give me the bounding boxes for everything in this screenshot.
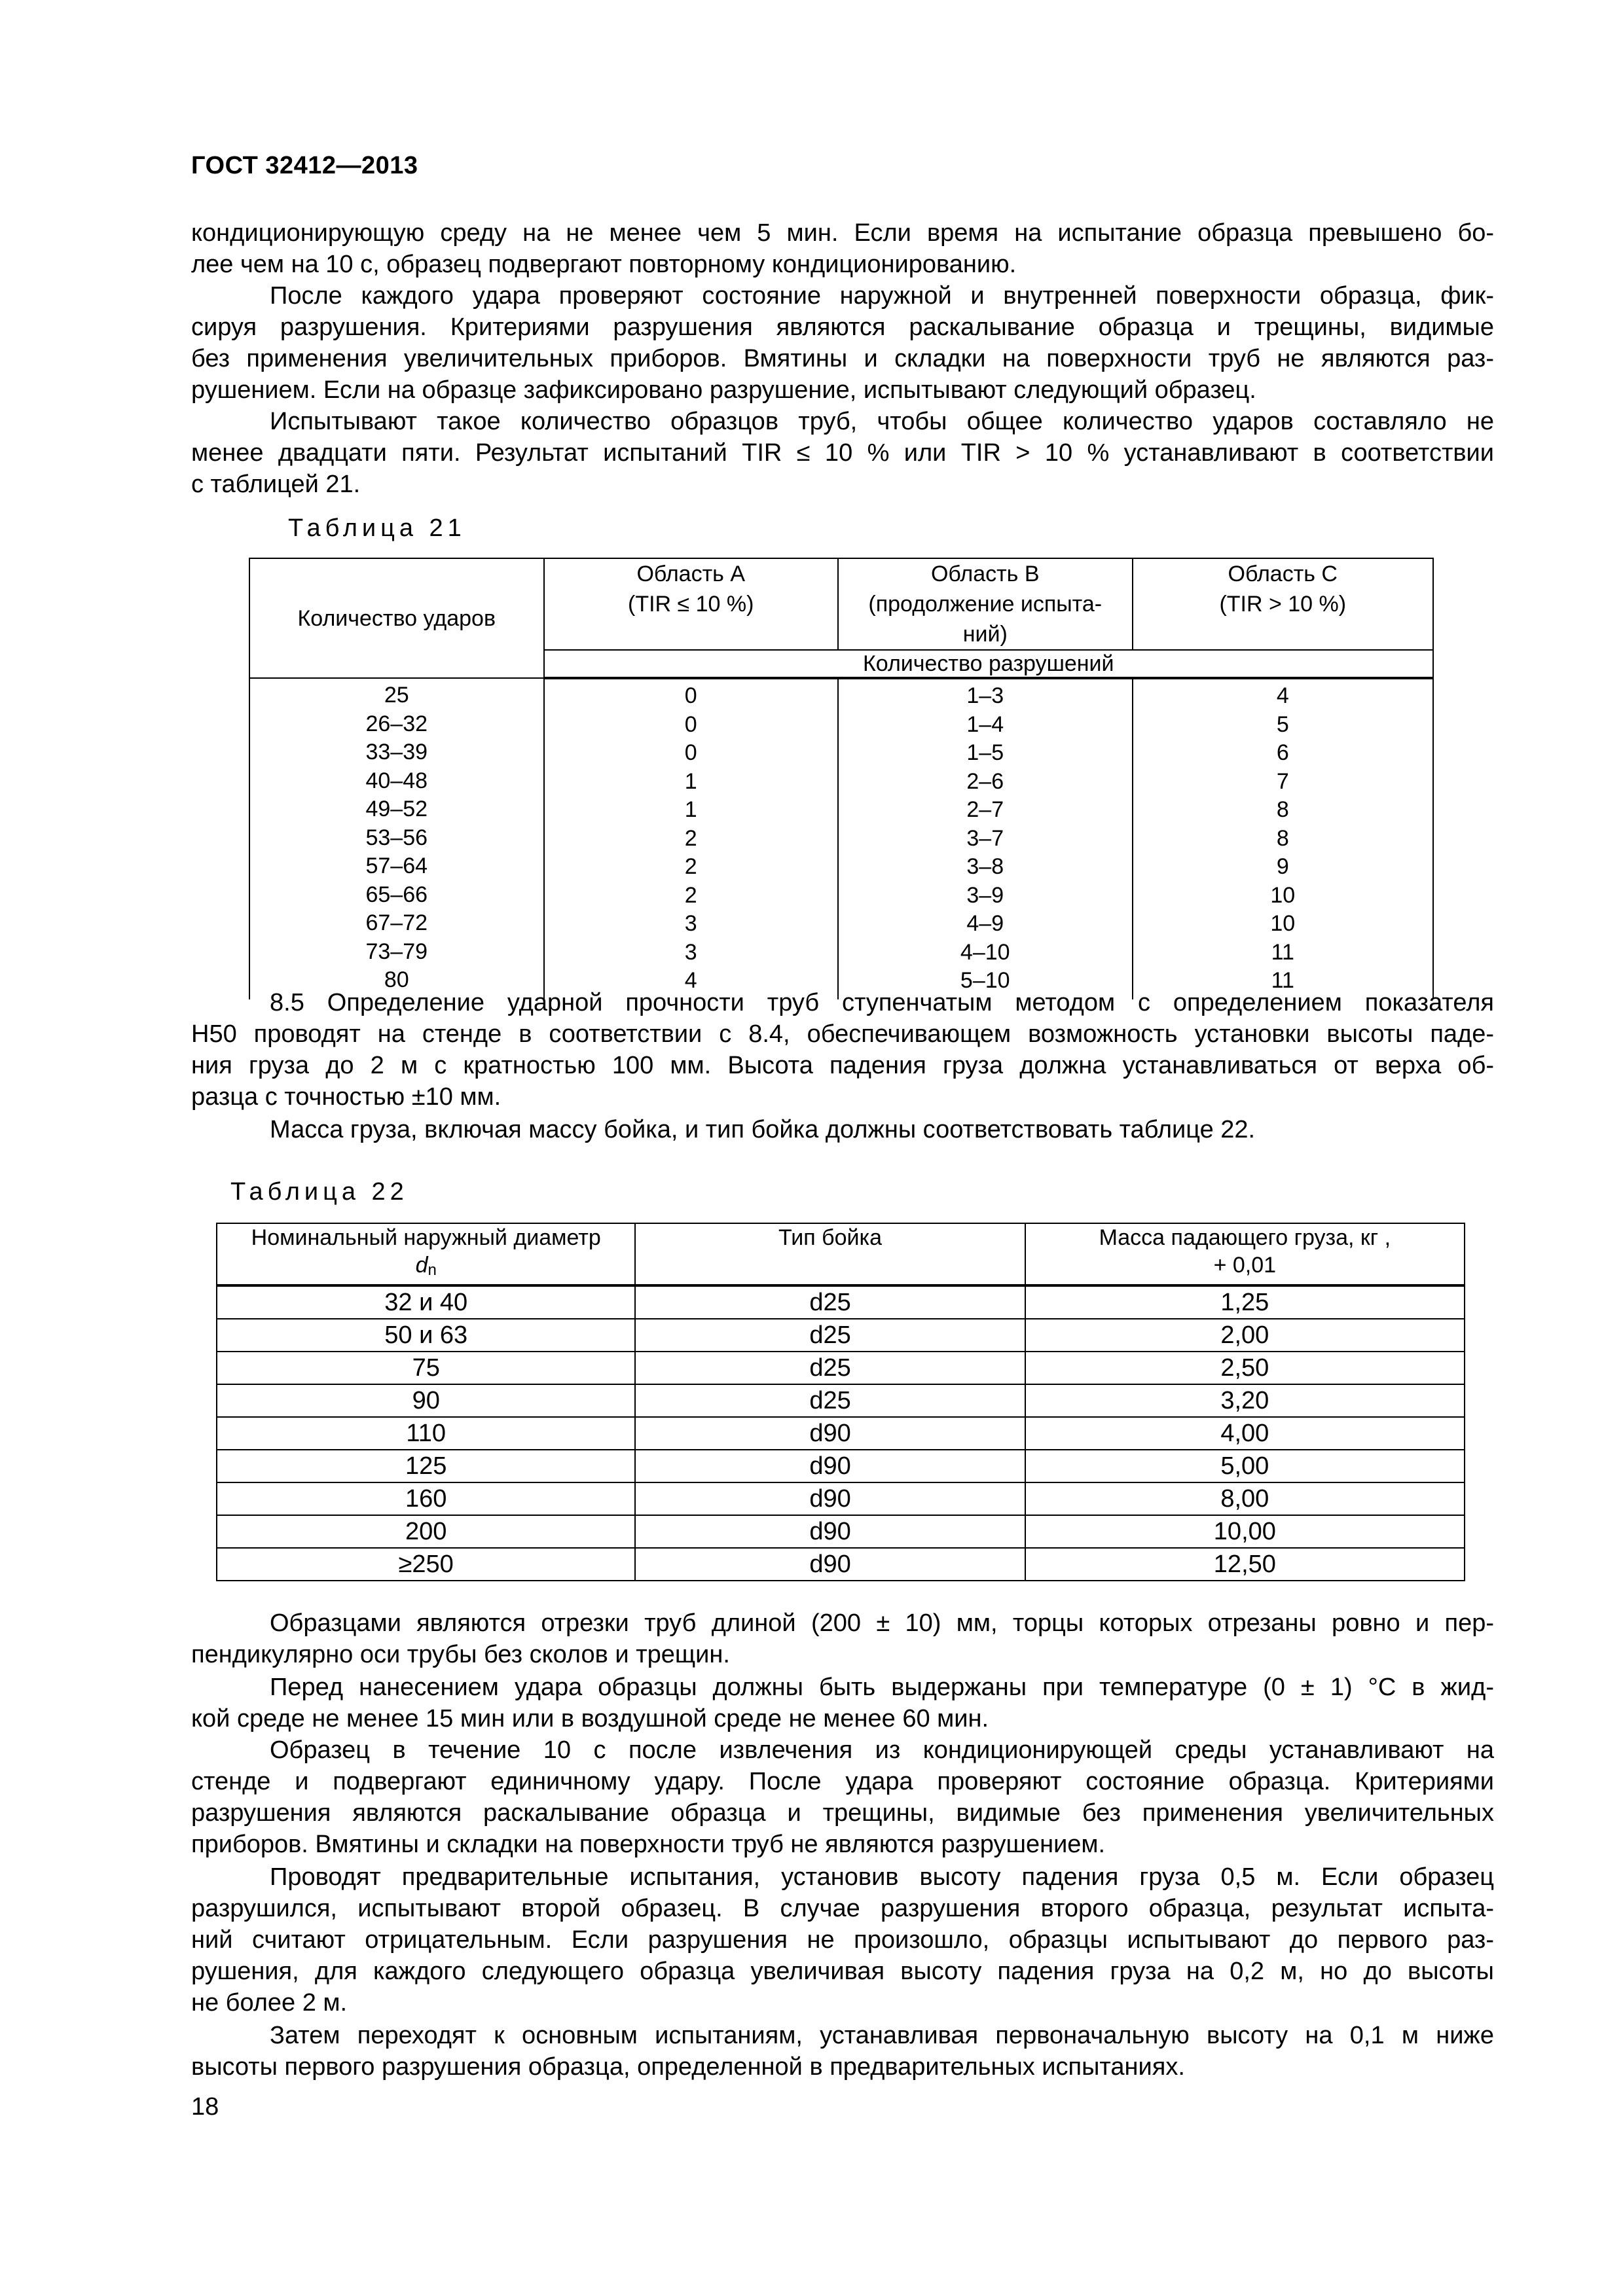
impacts-column: [249, 678, 544, 999]
table-cell: 25: [384, 683, 409, 708]
page-number: 18: [191, 2093, 219, 2121]
table-cell: 1–4: [966, 711, 1004, 737]
text-line: приборов. Вмятины и складки на поверхности труб не являются разрушением.: [191, 1831, 1106, 1858]
text-line: рушением. Если на образце зафиксировано разрушение, испытывают следующий образец.: [191, 376, 1256, 404]
column-header: [1133, 558, 1433, 650]
table-cell: 10: [1270, 882, 1296, 908]
text-line: H50 проводят на стенде в соответствии с 8.4, обеспечивающем возможность установки высоты паде-: [191, 1020, 1494, 1048]
table-header-row: [217, 1223, 1465, 1285]
table-row: [217, 1450, 1465, 1482]
table-cell: d25: [635, 1352, 1025, 1384]
column-subheader: Количество разрушений: [544, 650, 1433, 678]
table-cell: 2: [684, 882, 697, 908]
text-line: не более 2 м.: [191, 1989, 348, 2017]
table-cell: 75: [217, 1352, 635, 1384]
table-row: [217, 1384, 1465, 1417]
table-cell: 8,00: [1025, 1482, 1465, 1515]
table-cell: 73–79: [365, 939, 428, 964]
table-cell: 3: [684, 911, 697, 936]
header-line: Масса падающего груза, кг ,: [1099, 1225, 1391, 1250]
table-cell: 3–9: [966, 882, 1004, 908]
table-cell: 2–6: [966, 768, 1004, 794]
table-cell: 50 и 63: [217, 1319, 635, 1352]
table-cell: 90: [217, 1384, 635, 1417]
table-cell: 3: [684, 939, 697, 965]
table-row: [217, 1285, 1465, 1319]
table-cell: 0: [684, 740, 697, 765]
table-cell: d25: [635, 1384, 1025, 1417]
table-22: [216, 1223, 1465, 1581]
paragraph: [191, 1114, 1494, 1145]
text-line: Проводят предварительные испытания, установив высоту падения груза 0,5 м. Если образец: [270, 1863, 1494, 1891]
diameter-subscript: n: [428, 1261, 437, 1279]
text-line: пендикулярно оси трубы без сколов и трещин.: [191, 1641, 730, 1668]
table-cell: 4–9: [966, 911, 1004, 936]
table-row: [217, 1417, 1465, 1450]
paragraph: [191, 217, 1494, 280]
table-21: [249, 558, 1434, 999]
table-cell: 10: [1270, 911, 1296, 936]
text-line: разца с точностью ±10 мм.: [191, 1083, 501, 1111]
table-cell: 5: [1276, 711, 1289, 737]
text-line: После каждого удара проверяют состояние наружной и внутренней поверхности образца, фик-: [270, 282, 1494, 310]
text-line: кондиционирующую среду на не менее чем 5 мин. Если время на испытание образца превышено бо-: [191, 219, 1494, 247]
table-cell: 4–10: [960, 939, 1010, 965]
text-line: Испытывают такое количество образцов труб, чтобы общее количество ударов составляло не: [270, 408, 1494, 435]
column-header-label: Количество ударов: [297, 605, 496, 631]
table-caption: Таблица 22: [230, 1178, 409, 1206]
paragraph: [191, 2020, 1494, 2083]
table-cell: d90: [635, 1482, 1025, 1515]
table-cell: 3–8: [966, 854, 1004, 879]
table-body-row: [249, 678, 1433, 999]
paragraph: [191, 987, 1494, 1113]
table-row: [217, 1515, 1465, 1548]
header-line: ний): [962, 622, 1008, 647]
text-line: Перед нанесением удара образцы должны быть выдержаны при температуре (0 ± 1) °С в жид-: [270, 1674, 1494, 1701]
header-line: Тип бойка: [778, 1225, 883, 1250]
table-row: [217, 1548, 1465, 1581]
table-cell: 200: [217, 1515, 635, 1548]
table-cell: 32 и 40: [217, 1285, 635, 1319]
table-cell: 4,00: [1025, 1417, 1465, 1450]
table-cell: 4: [684, 968, 697, 993]
header-line: (продолжение испыта-: [868, 592, 1103, 617]
header-line: Область А: [636, 562, 746, 586]
column-header: [544, 558, 838, 650]
text-line: рушения, для каждого следующего образца увеличивая высоту падения груза на 0,2 м, но до высоты: [191, 1958, 1494, 1985]
table-cell: d90: [635, 1548, 1025, 1581]
table-cell: 11: [1271, 939, 1294, 965]
table-cell: d25: [635, 1319, 1025, 1352]
table-cell: d90: [635, 1450, 1025, 1482]
table-cell: 5–10: [960, 968, 1010, 993]
table-cell: 49–52: [365, 797, 428, 821]
header-line: (TIR > 10 %): [1219, 592, 1347, 617]
text-line: высоты первого разрушения образца, определенной в предварительных испытаниях.: [191, 2053, 1185, 2081]
table-cell: ≥250: [217, 1548, 635, 1581]
table-cell: 3,20: [1025, 1384, 1465, 1417]
header-line: Область С: [1228, 562, 1338, 586]
text-line: стенде и подвергают единичному удару. После удара проверяют состояние образца. Критериями: [191, 1768, 1494, 1795]
table-cell: 12,50: [1025, 1548, 1465, 1581]
table-cell: 67–72: [365, 910, 428, 935]
table-row: [217, 1319, 1465, 1352]
text-line: Затем переходят к основным испытаниям, устанавливая первоначальную высоту на 0,1 м ниже: [270, 2022, 1494, 2049]
zone-a-column: [544, 678, 838, 999]
table-cell: 40–48: [365, 768, 428, 793]
table-cell: 0: [684, 711, 697, 737]
table-cell: 8: [1276, 797, 1289, 822]
text-line: лее чем на 10 с, образец подвергают повторному кондиционированию.: [191, 251, 1017, 278]
text-line: разрушения являются раскалывание образца и трещины, видимые без применения увеличительных: [191, 1799, 1494, 1827]
table-cell: 3–7: [966, 825, 1004, 851]
header-line: Номинальный наружный диаметр: [251, 1225, 601, 1250]
paragraph: [191, 1672, 1494, 1734]
column-header: [635, 1223, 1025, 1285]
header-line: + 0,01: [1213, 1253, 1277, 1278]
table-cell: 11: [1271, 968, 1294, 993]
text-line: кой среде не менее 15 мин или в воздушной среде не менее 60 мин.: [191, 1705, 989, 1732]
table-caption: Таблица 21: [288, 514, 466, 542]
text-line: разрушился, испытывают второй образец. В случае разрушения второго образца, результат испыта-: [191, 1895, 1494, 1922]
table-cell: 4: [1276, 683, 1289, 708]
table-row: [217, 1352, 1465, 1384]
column-header: [838, 558, 1133, 650]
table-cell: 125: [217, 1450, 635, 1482]
document-header: ГОСТ 32412—2013: [191, 152, 418, 179]
table-cell: d25: [635, 1285, 1025, 1319]
table-cell: d90: [635, 1515, 1025, 1548]
text-line: Образец в течение 10 с после извлечения из кондиционирующей среды устанавливают на: [270, 1736, 1494, 1764]
header-line: [217, 1251, 634, 1284]
table-cell: 2,00: [1025, 1319, 1465, 1352]
zone-b-column: [838, 678, 1133, 999]
table-cell: 57–64: [365, 853, 428, 878]
table-cell: 2: [684, 825, 697, 851]
table-cell: 110: [217, 1417, 635, 1450]
paragraph: [191, 1861, 1494, 2018]
text-line: Образцами являются отрезки труб длиной (200 ± 10) мм, торцы которых отрезаны ровно и пер-: [270, 1609, 1494, 1637]
table-cell: 2: [684, 854, 697, 879]
header-line: Область В: [930, 562, 1040, 586]
table-cell: d90: [635, 1417, 1025, 1450]
table-22-body: [217, 1285, 1465, 1581]
paragraph: [191, 280, 1494, 406]
table-cell: 2–7: [966, 797, 1004, 822]
column-header: [217, 1223, 635, 1285]
text-line: ний считают отрицательным. Если разрушения не произошло, образцы испытывают до первого раз-: [191, 1926, 1494, 1954]
paragraph: [191, 406, 1494, 500]
table-cell: 1: [684, 797, 697, 822]
table-cell: 9: [1276, 854, 1289, 879]
table-cell: 6: [1276, 740, 1289, 765]
text-line: с таблицей 21.: [191, 471, 361, 498]
table-cell: 7: [1276, 768, 1289, 794]
table-header-row: [249, 558, 1433, 650]
table-cell: 65–66: [365, 882, 428, 907]
text-line: ния груза до 2 м с кратностью 100 мм. Высота падения груза должна устанавливаться от верха об-: [191, 1052, 1494, 1079]
table-cell: 1,25: [1025, 1285, 1465, 1319]
text-line: без применения увеличительных приборов. Вмятины и складки на поверхности труб не являются раз-: [191, 345, 1494, 372]
paragraph: [191, 1734, 1494, 1860]
text-line: Масса груза, включая массу бойка, и тип бойка должны соответствовать таблице 22.: [270, 1116, 1256, 1143]
text-line: менее двадцати пяти. Результат испытаний TIR ≤ 10 % или TIR > 10 % устанавливают в соответствии: [191, 439, 1494, 467]
table-cell: 2,50: [1025, 1352, 1465, 1384]
table-cell: 10,00: [1025, 1515, 1465, 1548]
table-cell: 1–5: [966, 740, 1004, 765]
column-header: [1025, 1223, 1465, 1285]
column-header: [249, 558, 544, 678]
table-cell: 160: [217, 1482, 635, 1515]
text-line: 8.5 Определение ударной прочности труб ступенчатым методом с определением показателя: [270, 989, 1494, 1016]
table-row: [217, 1482, 1465, 1515]
table-cell: 26–32: [365, 711, 428, 736]
diameter-symbol: d: [415, 1253, 428, 1278]
table-cell: 33–39: [365, 740, 428, 764]
table-cell: 8: [1276, 825, 1289, 851]
table-cell: 5,00: [1025, 1450, 1465, 1482]
table-cell: 53–56: [365, 825, 428, 850]
zone-c-column: [1133, 678, 1433, 999]
table-cell: 1–3: [966, 683, 1004, 708]
paragraph: [191, 1607, 1494, 1670]
header-line: (TIR ≤ 10 %): [628, 592, 754, 617]
table-cell: 1: [684, 768, 697, 794]
table-cell: 0: [684, 683, 697, 708]
text-line: сируя разрушения. Критериями разрушения являются раскалывание образца и трещины, видимые: [191, 314, 1494, 341]
table-cell: 80: [384, 967, 409, 992]
